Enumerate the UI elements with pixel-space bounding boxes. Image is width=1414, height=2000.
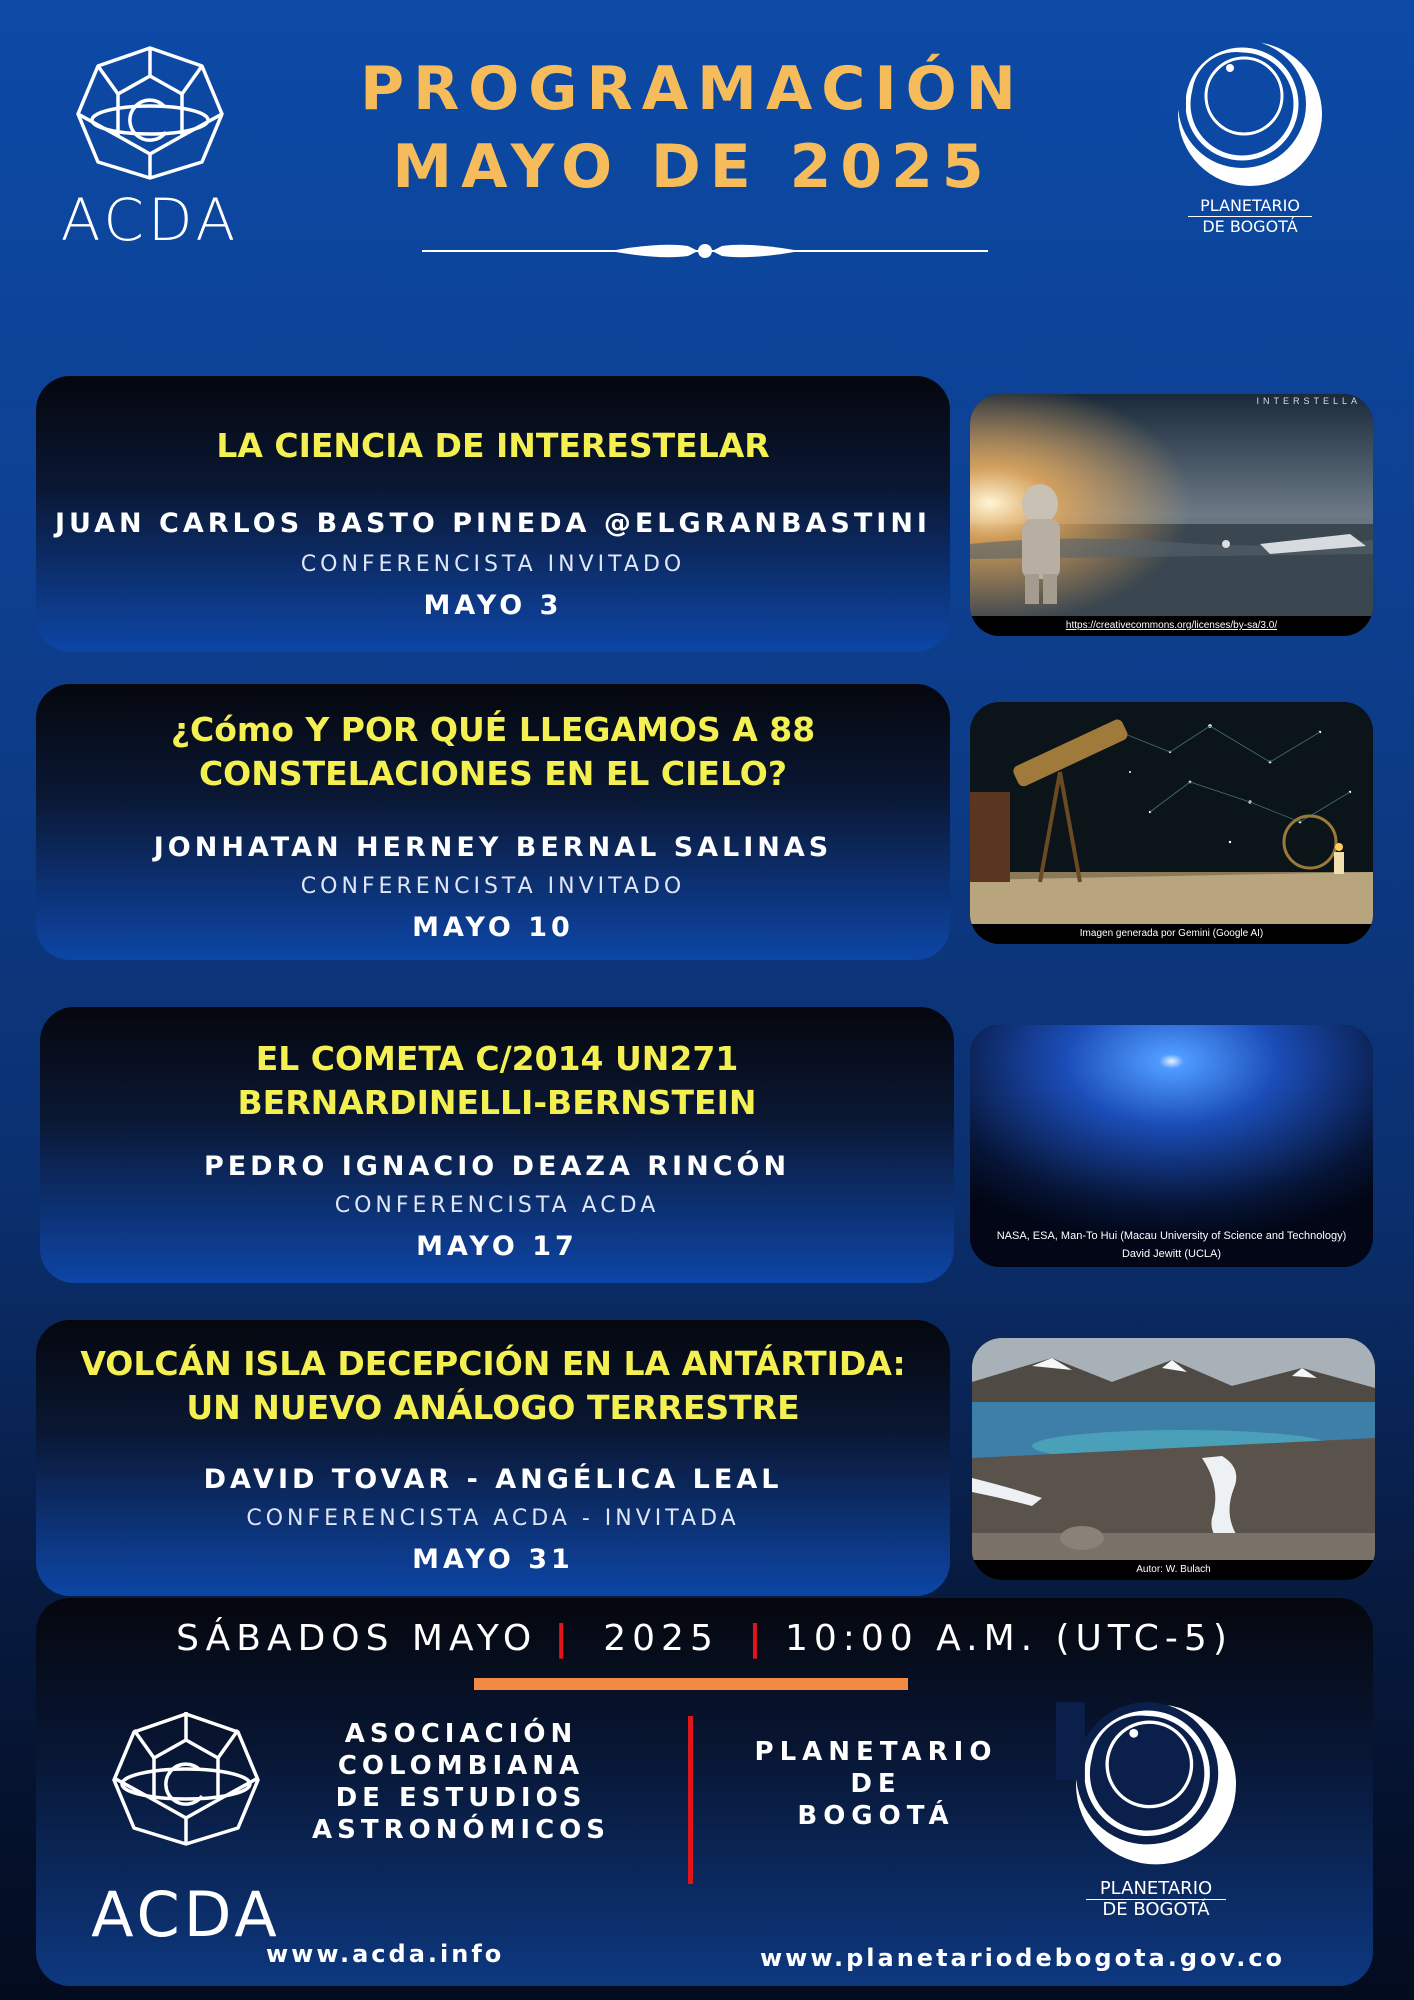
- assoc-line: ASOCIACIÓN: [344, 1719, 578, 1749]
- event-speaker: JUAN CARLOS BASTO PINEDA @ELGRANBASTINI: [55, 508, 931, 539]
- event-card-1: [36, 376, 950, 652]
- event-role: CONFERENCISTA INVITADO: [300, 874, 686, 899]
- acda-wordmark: ACDA: [60, 186, 240, 250]
- event-role: CONFERENCISTA ACDA - INVITADA: [246, 1506, 740, 1531]
- event-role: CONFERENCISTA INVITADO: [300, 552, 686, 577]
- event-speaker: PEDRO IGNACIO DEAZA RINCÓN: [203, 1151, 791, 1182]
- planetario-name: [736, 1736, 1016, 1832]
- planetario-caption-2: DE BOGOTÁ: [1102, 1899, 1210, 1920]
- assoc-line: ASTRONÓMICOS: [311, 1815, 611, 1845]
- acda-url-link[interactable]: www.acda.info: [266, 1940, 505, 1968]
- event-role: CONFERENCISTA ACDA: [334, 1193, 660, 1218]
- planetario-caption-1: PLANETARIO: [1188, 196, 1312, 217]
- planet-line: DE: [850, 1769, 902, 1799]
- title-line-1: PROGRAMACIÓN: [360, 54, 1025, 124]
- image-label: INTERSTELLA: [1256, 396, 1361, 406]
- acda-logo-footer: [86, 1704, 286, 1954]
- event-speaker: JONHATAN HERNEY BERNAL SALINAS: [153, 832, 833, 863]
- assoc-line: DE ESTUDIOS: [335, 1783, 587, 1813]
- title-divider: [420, 236, 990, 266]
- event-title-line-1: VOLCÁN ISLA DECEPCIÓN EN LA ANTÁRTIDA:: [80, 1344, 906, 1383]
- planetario-url-link[interactable]: www.planetariodebogota.gov.co: [760, 1944, 1286, 1972]
- event-photo-interstellar: [970, 394, 1373, 636]
- event-date: MAYO 3: [423, 590, 563, 621]
- dodecahedron-icon: [50, 40, 250, 250]
- event-date: MAYO 31: [412, 1544, 574, 1575]
- schedule-time: 10:00 A.M. (UTC-5): [784, 1618, 1233, 1659]
- planetario-crescent-icon: [1056, 1698, 1256, 1873]
- event-speaker: DAVID TOVAR - ANGÉLICA LEAL: [203, 1464, 783, 1495]
- orange-divider: [474, 1678, 908, 1690]
- footer-panel: [36, 1598, 1373, 1986]
- planetario-caption-1: PLANETARIO: [1086, 1879, 1226, 1900]
- event-title-line-1: ¿Cómo Y POR QUÉ LLEGAMOS A 88: [170, 710, 816, 749]
- event-title: LA CIENCIA DE INTERESTELAR: [216, 426, 770, 465]
- schedule-separator: |: [748, 1618, 768, 1659]
- planetario-crescent-icon: [1160, 40, 1340, 190]
- event-title-line-2: BERNARDINELLI-BERNSTEIN: [237, 1083, 757, 1122]
- page-title: [330, 50, 1055, 206]
- planetario-logo: [1160, 40, 1340, 240]
- planet-line: PLANETARIO: [754, 1737, 998, 1767]
- event-title-line-2: UN NUEVO ANÁLOGO TERRESTRE: [186, 1388, 800, 1427]
- event-photo-deception-island: [972, 1338, 1375, 1580]
- image-credit: Imagen generada por Gemini (Google AI): [970, 924, 1373, 944]
- event-card-3: [40, 1007, 954, 1283]
- planetario-caption-2: DE BOGOTÁ: [1202, 217, 1298, 236]
- acda-logo: [50, 40, 250, 250]
- schedule-separator: |: [554, 1618, 574, 1659]
- image-credit: NASA, ESA, Man-To Hui (Macau University of Science and Technology): [996, 1230, 1347, 1242]
- schedule-days: SÁBADOS MAYO: [176, 1618, 538, 1659]
- acda-wordmark: ACDA: [91, 1878, 281, 1951]
- dodecahedron-icon: [86, 1704, 286, 1954]
- event-title-line-1: EL COMETA C/2014 UN271: [255, 1039, 739, 1078]
- planetario-logo-footer: [1056, 1698, 1256, 1938]
- assoc-line: COLOMBIANA: [337, 1751, 585, 1781]
- event-card-2: [36, 684, 950, 960]
- event-photo-constellations: [970, 702, 1373, 944]
- image-credit: Autor: W. Bulach: [972, 1560, 1375, 1580]
- event-title-line-2: CONSTELACIONES EN EL CIELO?: [198, 754, 788, 793]
- association-name: [296, 1718, 626, 1846]
- schedule-year: 2025: [603, 1618, 719, 1659]
- event-date: MAYO 17: [416, 1231, 578, 1262]
- title-line-2: MAYO DE 2025: [392, 132, 993, 202]
- image-credit-2: David Jewitt (UCLA): [1121, 1248, 1222, 1260]
- event-card-4: [36, 1320, 950, 1596]
- red-vertical-divider: [688, 1716, 693, 1884]
- schedule-line: [36, 1618, 1373, 1659]
- image-credit-link[interactable]: https://creativecommons.org/licenses/by-sa/3.0/: [970, 616, 1373, 636]
- planet-line: BOGOTÁ: [797, 1801, 955, 1831]
- event-photo-comet: [970, 1025, 1373, 1267]
- event-date: MAYO 10: [412, 912, 574, 943]
